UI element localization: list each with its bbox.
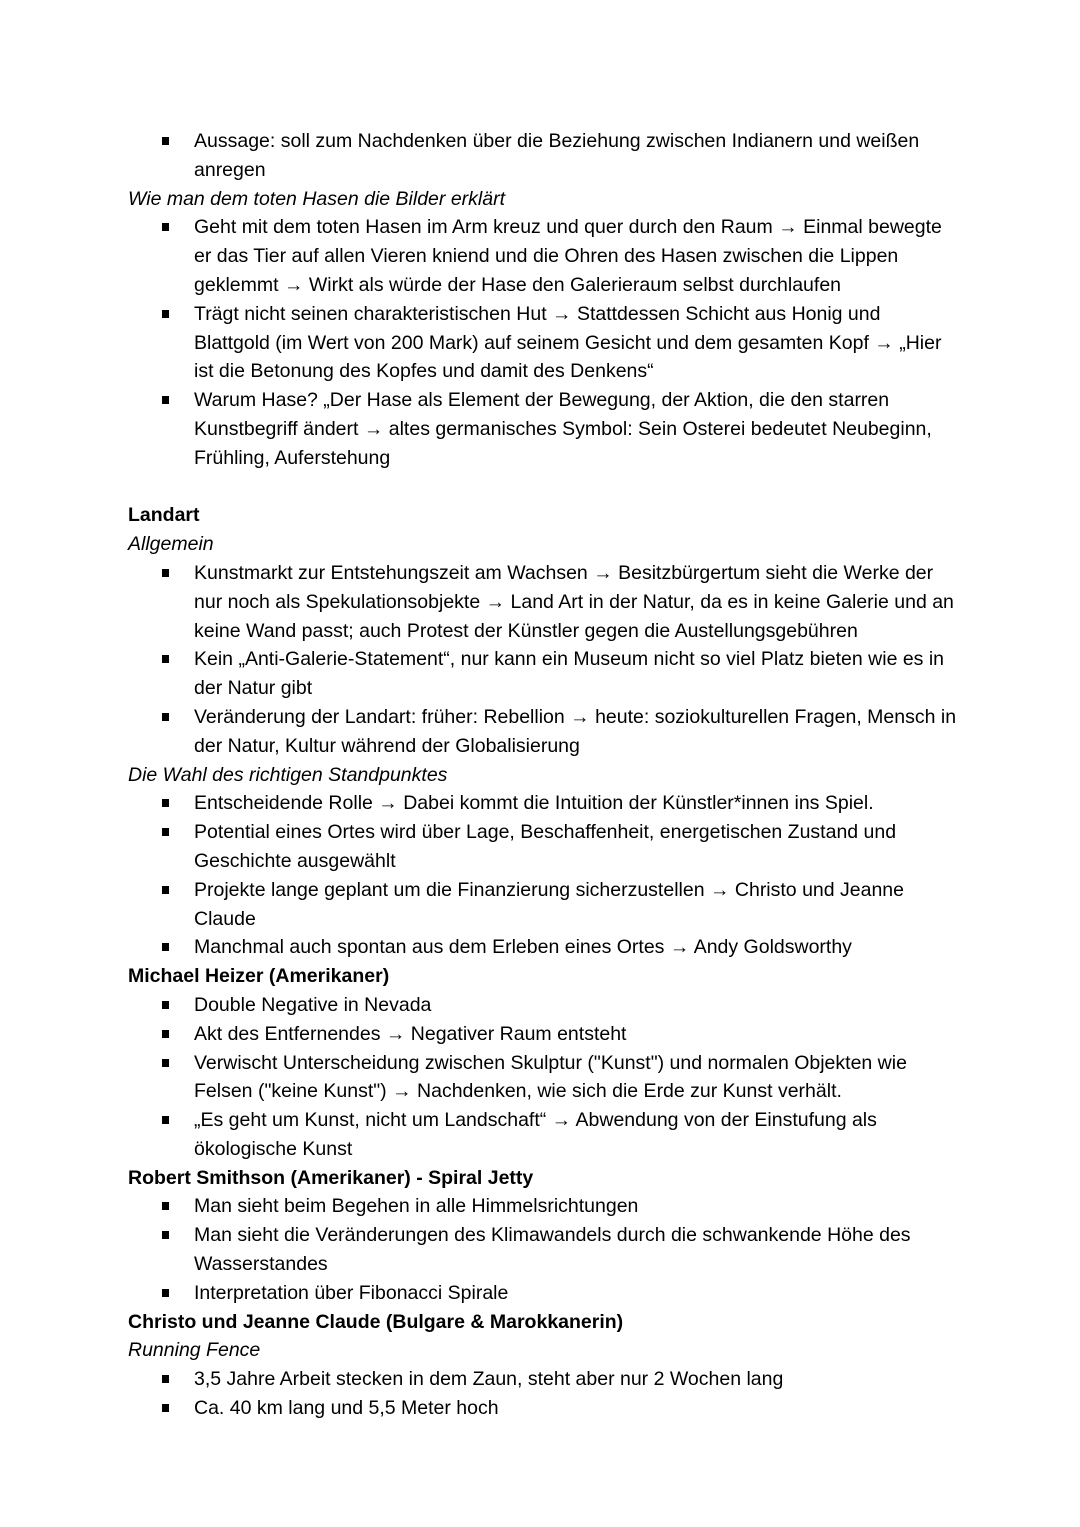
square-bullet-icon — [162, 1289, 169, 1297]
square-bullet-icon — [162, 1116, 169, 1124]
list-item: Manchmal auch spontan aus dem Erleben eines Ortes → Andy Goldsworthy — [0, 933, 1080, 962]
list-item: Kein „Anti-Galerie-Statement“, nur kann ein Museum nicht so viel Platz bieten wie es in der Natur gibt — [0, 645, 1080, 703]
list-item: Warum Hase? „Der Hase als Element der Bewegung, der Aktion, die den starren Kunstbegriff ändert → altes germanisches Symbol: Sein Osterei bedeutet Neubeginn, Frühling, Auferstehung — [0, 386, 1080, 472]
list-item: Entscheidende Rolle → Dabei kommt die Intuition der Künstler*innen ins Spiel. — [0, 789, 1080, 818]
square-bullet-icon — [162, 1001, 169, 1009]
bullet-list-christo — [0, 1365, 1080, 1423]
spacer — [0, 473, 1080, 502]
heading-heizer: Michael Heizer (Amerikaner) — [128, 965, 390, 988]
list-item: Geht mit dem toten Hasen im Arm kreuz und quer durch den Raum → Einmal bewegte er das Tier auf allen Vieren kniend und die Ohren des Hasen zwischen die Lippen geklemmt → Wirkt als würde der Hase den Galerieraum selbst durchlaufen — [0, 213, 1080, 299]
square-bullet-icon — [162, 396, 169, 404]
list-item: 3,5 Jahre Arbeit stecken in dem Zaun, steht aber nur 2 Wochen lang — [0, 1365, 1080, 1394]
list-item: Veränderung der Landart: früher: Rebellion → heute: soziokulturellen Fragen, Mensch in der Natur, Kultur während der Globalisierung — [0, 703, 1080, 761]
list-item: Kunstmarkt zur Entstehungszeit am Wachsen → Besitzbürgertum sieht die Werke der nur noch als Spekulationsobjekte → Land Art in der Natur, da es in keine Galerie und an keine Wand passt; auch Protest der Künstler gegen die Austellungsgebühren — [0, 559, 1080, 645]
square-bullet-icon — [162, 943, 169, 951]
bullet-list-heizer — [0, 991, 1080, 1164]
bullet-list-hase — [0, 213, 1080, 472]
list-item: Projekte lange geplant um die Finanzierung sicherzustellen → Christo und Jeanne Claude — [0, 876, 1080, 934]
list-item: Ca. 40 km lang und 5,5 Meter hoch — [0, 1394, 1080, 1423]
square-bullet-icon — [162, 1030, 169, 1038]
subheading-standpunkt: Die Wahl des richtigen Standpunktes — [128, 763, 448, 786]
heading-landart: Landart — [128, 504, 200, 527]
list-item: Aussage: soll zum Nachdenken über die Beziehung zwischen Indianern und weißen anregen — [0, 127, 1080, 185]
list-item: Trägt nicht seinen charakteristischen Hut → Stattdessen Schicht aus Honig und Blattgold (im Wert von 200 Mark) auf seinem Gesicht und dem gesamten Kopf → „Hier ist die Betonung des Kopfes und damit des Denkens“ — [0, 300, 1080, 386]
heading-christo: Christo und Jeanne Claude (Bulgare & Marokkanerin) — [128, 1310, 624, 1333]
square-bullet-icon — [162, 1059, 169, 1067]
square-bullet-icon — [162, 569, 169, 577]
square-bullet-icon — [162, 1202, 169, 1210]
list-item: Akt des Entfernendes → Negativer Raum entsteht — [0, 1020, 1080, 1049]
square-bullet-icon — [162, 1231, 169, 1239]
bullet-list-allgemein — [0, 559, 1080, 761]
bullet-list-top — [0, 127, 1080, 185]
bullet-list-standpunkt — [0, 789, 1080, 962]
heading-smithson: Robert Smithson (Amerikaner) - Spiral Jetty — [128, 1166, 534, 1189]
subheading-hase: Wie man dem toten Hasen die Bilder erklärt — [128, 187, 505, 210]
list-item: Double Negative in Nevada — [0, 991, 1080, 1020]
bullet-list-smithson — [0, 1192, 1080, 1307]
list-item: „Es geht um Kunst, nicht um Landschaft“ → Abwendung von der Einstufung als ökologische Kunst — [0, 1106, 1080, 1164]
list-item: Man sieht die Veränderungen des Klimawandels durch die schwankende Höhe des Wasserstandes — [0, 1221, 1080, 1279]
subheading-allgemein: Allgemein — [128, 533, 214, 556]
list-item: Interpretation über Fibonacci Spirale — [0, 1279, 1080, 1308]
square-bullet-icon — [162, 310, 169, 318]
subheading-running-fence: Running Fence — [128, 1339, 261, 1362]
document-page — [0, 127, 1080, 1423]
square-bullet-icon — [162, 1375, 169, 1383]
list-item: Potential eines Ortes wird über Lage, Beschaffenheit, energetischen Zustand und Geschichte ausgewählt — [0, 818, 1080, 876]
list-item: Man sieht beim Begehen in alle Himmelsrichtungen — [0, 1192, 1080, 1221]
square-bullet-icon — [162, 655, 169, 663]
square-bullet-icon — [162, 799, 169, 807]
square-bullet-icon — [162, 137, 169, 145]
square-bullet-icon — [162, 1404, 169, 1412]
list-item: Verwischt Unterscheidung zwischen Skulptur ("Kunst") und normalen Objekten wie Felsen ("keine Kunst") → Nachdenken, wie sich die Erde zur Kunst verhält. — [0, 1049, 1080, 1107]
square-bullet-icon — [162, 223, 169, 231]
square-bullet-icon — [162, 828, 169, 836]
square-bullet-icon — [162, 713, 169, 721]
square-bullet-icon — [162, 886, 169, 894]
